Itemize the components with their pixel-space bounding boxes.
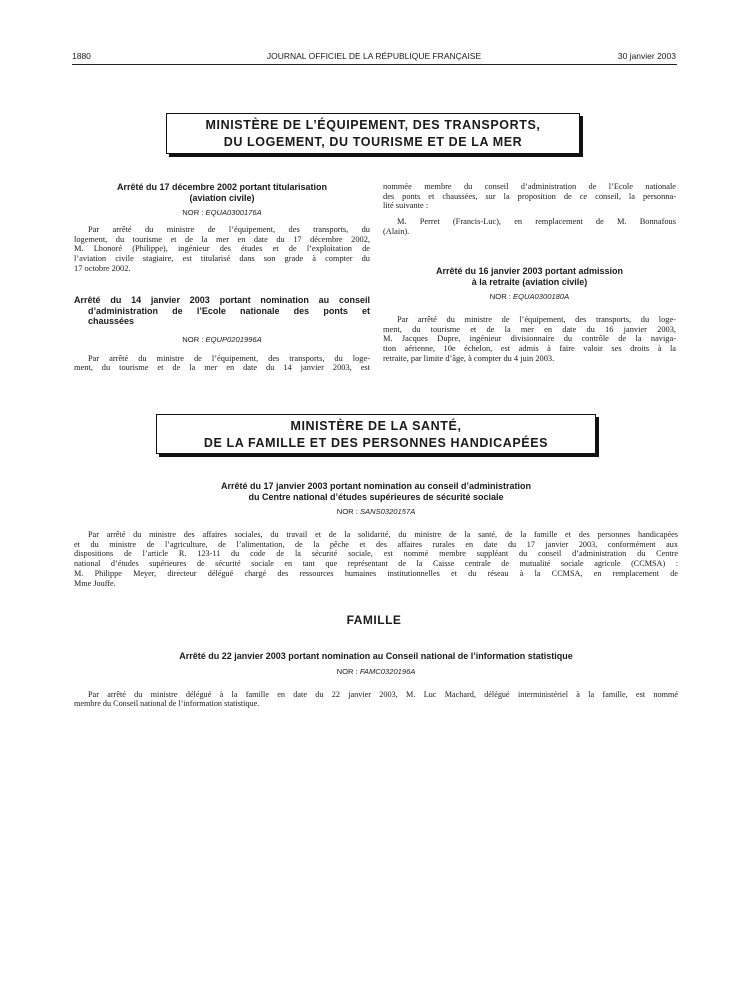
body-line: M. Philippe Meyer, directeur délégué chargé des ressources humaines institutionnelles et du réseau à la CCMSA, en remplacement de: [74, 568, 678, 578]
body-line: M. Perret (Francis-Luc), en remplacement de M. Bonnafous: [397, 217, 676, 227]
nor-label: NOR :: [336, 507, 358, 516]
section-title-famille: FAMILLE: [346, 613, 402, 627]
ministry-heading-sante: [156, 414, 596, 454]
decree-title: [74, 651, 678, 662]
decree-title-line: (aviation civile): [189, 192, 255, 203]
decree-title-line: Arrêté du 17 décembre 2002 portant titularisation: [116, 182, 328, 192]
body-line: ment, du tourisme et de la mer en date du 16 janvier 2003,: [383, 324, 676, 334]
decree-title-line: Arrêté du 17 janvier 2003 portant nomination au conseil d’administration: [220, 481, 532, 491]
nor-code: EQUA0300180A: [513, 292, 570, 301]
body-line: (Alain).: [383, 226, 410, 236]
decree-body: [74, 225, 370, 274]
nor-code: EQUP0201996A: [205, 334, 262, 344]
decree-title: [74, 295, 370, 327]
issue-date: 30 janvier 2003: [617, 51, 676, 61]
body-line: logement, du tourisme et de la mer en date du 17 décembre 2002,: [74, 234, 370, 244]
member-appointment: [383, 217, 676, 236]
body-line: Par arrêté du ministre de l’équipement, des transports, du: [88, 225, 370, 234]
nor-code: FAMC0320196A: [359, 666, 416, 676]
page-number: 1880: [72, 51, 91, 61]
decree-cnis: [74, 651, 678, 709]
body-line: retraite, par limite d’âge, à compter du 4 juin 2003.: [383, 353, 555, 363]
decree-titularisation: [74, 182, 370, 274]
decree-title: [383, 266, 676, 287]
nor-code: SANS0320157A: [359, 507, 416, 516]
body-line: des ponts et chaussées, sur la proposition de ce conseil, la personna-: [383, 191, 676, 201]
journal-title: JOURNAL OFFICIEL DE LA RÉPUBLIQUE FRANÇAISE: [266, 51, 482, 61]
decree-title-line: d’administration de l’Ecole nationale des ponts et: [88, 305, 370, 316]
decree-title-line: du Centre national d’études supérieures de sécurité sociale: [248, 491, 504, 502]
body-line: et du ministre de l’agriculture, de l’alimentation, de la pêche et des affaires rurales en date du 17 janvier 2003, conformément aux: [74, 539, 678, 549]
nor-label: NOR :: [489, 292, 511, 301]
decree-title-line: chaussées: [88, 316, 135, 326]
body-line: dispositions de l’article R. 123-11 du code de la sécurité sociale, est nommé membre suppléant du conseil d’administration du Centre: [74, 549, 678, 559]
header-rule: [72, 64, 677, 65]
nor-reference: [74, 667, 678, 676]
nor-label: NOR :: [182, 334, 204, 344]
decree-ecole-ponts: [74, 295, 370, 373]
decree-title-line: Arrêté du 16 janvier 2003 portant admission: [435, 266, 624, 276]
body-line: Mme Jouffe.: [74, 578, 116, 588]
nor-code: EQUA0300176A: [205, 208, 262, 217]
body-line: national d’études supérieures de sécurité sociale en tant que représentant de la Caisse centrale de mutualité sociale agricole (CCMSA) :: [74, 559, 678, 569]
decree-cnesss: [74, 481, 678, 588]
decree-body: [383, 182, 676, 211]
body-line: ment, du tourisme et de la mer en date du 14 janvier 2003, est: [74, 363, 370, 373]
body-line: membre du Conseil national de l’information statistique.: [74, 699, 260, 709]
decree-title-line: à la retraite (aviation civile): [471, 276, 588, 287]
body-line: Par arrêté du ministre délégué à la famille en date du 22 janvier 2003, M. Luc Machard, délégué interministériel à la famille, est nommé: [88, 689, 678, 699]
nor-reference: [74, 335, 370, 344]
ministry-heading-line: DU LOGEMENT, DU TOURISME ET DE LA MER: [223, 135, 523, 149]
body-line: Par arrêté du ministre des affaires sociales, du travail et de la solidarité, du ministre de la santé, de la famille et des personnes handicapées: [88, 530, 678, 539]
body-line: Par arrêté du ministre de l’équipement, des transports, du loge-: [88, 353, 370, 363]
decree-body: [74, 690, 678, 709]
body-line: nommée membre du conseil d’administration de l’Ecole nationale: [383, 182, 676, 191]
body-line: l’aviation civile stagiaire, est titularisé dans son grade à compter du: [74, 254, 370, 264]
nor-reference: [74, 208, 370, 217]
decree-title: [74, 481, 678, 502]
ministry-heading-line: MINISTÈRE DE LA SANTÉ,: [290, 419, 462, 433]
ministry-heading-equipement: [166, 113, 580, 154]
nor-label: NOR :: [336, 666, 358, 676]
ministry-heading-line: DE LA FAMILLE ET DES PERSONNES HANDICAPÉES: [203, 436, 549, 450]
nor-reference: [383, 292, 676, 301]
ministry-heading-line: MINISTÈRE DE L’ÉQUIPEMENT, DES TRANSPORTS,: [205, 118, 541, 132]
body-line: Par arrêté du ministre de l’équipement, des transports, du loge-: [397, 315, 676, 324]
nor-reference: [74, 507, 678, 516]
body-line: 17 octobre 2002.: [74, 263, 131, 273]
decree-title-line: Arrêté du 22 janvier 2003 portant nomination au Conseil national de l’information statistique: [179, 651, 573, 661]
decree-body: [74, 530, 678, 588]
decree-body: [74, 354, 370, 373]
body-line: tion aérienne, 10e échelon, est admis à faire valoir ses droits à la: [383, 344, 676, 354]
decree-title-line: Arrêté du 14 janvier 2003 portant nomination au conseil: [74, 295, 370, 305]
body-line: lité suivante :: [383, 201, 429, 211]
decree-retraite: [383, 266, 676, 364]
decree-title: [74, 182, 370, 203]
body-line: M. Jacques Dupre, ingénieur divisionnaire du contrôle de la naviga-: [383, 334, 676, 344]
decree-ecole-ponts-continued: [383, 182, 676, 237]
decree-body: [383, 315, 676, 364]
nor-label: NOR :: [182, 208, 204, 217]
body-line: M. Lhonoré (Philippe), ingénieur des études et de l’exploitation de: [74, 244, 370, 254]
